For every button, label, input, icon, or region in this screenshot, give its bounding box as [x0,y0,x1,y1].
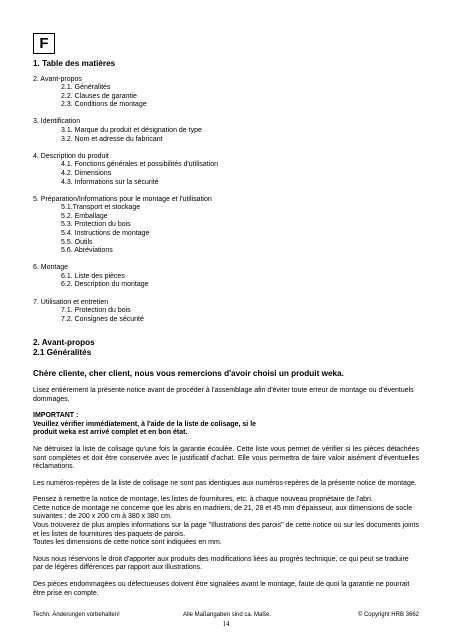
important-title: IMPORTANT : [33,412,79,420]
toc-item: 2.1. Généralités [61,84,111,92]
toc-section [33,153,419,187]
toc-section [33,299,419,325]
page-number: 14 [222,620,230,628]
toc-section [33,264,419,290]
lead-paragraph: Chère cliente, cher client, nous vous remercions d'avoir choisi un produit weka. [33,369,344,379]
footer-middle: Alle Maßangaben sind ca. Maße. [183,612,272,618]
modifications-paragraph: Nous nous réservons le droit d'apporter aux produits des modifications liées au progrès technique, ce qui peut se traduire par de légères différences par rapport aux illustrations. [33,555,409,572]
toc-item: 5.5. Outils [61,238,93,246]
toc-section-label: 2. Avant-propos [33,75,82,83]
toc-item: 4.3. Informations sur la sécurité [61,178,159,186]
toc-item: 5.4. Instructions de montage [61,230,150,237]
toc-item: 7.1. Protection du bois [61,307,131,315]
toc-section [33,196,419,256]
toc-item: 4.2. Dimensions [61,169,112,177]
subsection-title: 2.1 Généralités [33,348,92,358]
owner-info-line-4: Toutes les dimensions de cette notice sont indiquées en mm. [33,539,222,547]
toc-item: 5.6. Abréviations [61,247,113,255]
toc-item: 4.1. Fonctions générales et possibilités d'utilisation [61,161,218,169]
toc-item: 6.2. Description du montage [61,281,149,289]
toc-section-label: 5. Préparation/Informations pour le montage et l'utilisation [33,195,212,203]
toc-item: 6.1. Liste des pièces [61,272,125,280]
language-code-box: F [33,33,55,54]
toc-title: 1. Table des matières [33,59,116,68]
important-line-2: produit weka est arrivé complet et en bon état. [33,429,188,437]
section-title: 2. Avant-propos [33,338,95,348]
document-content [33,60,419,606]
toc-item: 3.2. Nom et adresse du fabricant [61,135,163,143]
toc-list [33,76,419,325]
toc-item: 2.2. Clauses de garantie [61,92,137,100]
footer-right: © Copyright HRB 3662 [357,612,419,618]
intro-paragraph: Lisez entièrement la présente notice avant de procéder à l'assemblage afin d'éviter toute erreur de montage ou d'éventuels dommages. [33,386,414,403]
reference-numbers-paragraph: Les numéros-repères de la liste de colisage ne sont pas identiques aux numéros-repères de la présente notice de montage. [33,479,417,487]
toc-section [33,118,419,144]
important-notice [33,412,419,438]
damaged-parts-paragraph: Des pièces endommagées ou défectueuses doivent être signalées avant le montage, faute de quoi la garantie ne pourrait être prise en compte. [33,581,410,597]
packing-list-paragraph: Ne détruisez la liste de colisage qu'une fois la garantie écoulée. Cette liste vous permet de vérifier si les pièces détachées sont complètes et doit être conservée avec le justificatif d'achat. Elle vous permettra de faire valoir aisément d'éventuelles réclamations. [33,445,419,471]
toc-section-label: 6. Montage [33,264,69,272]
toc-section [33,76,419,110]
footer-left: Techn. Änderungen vorbehalten! [33,612,120,618]
toc-section-label: 4. Description du produit [33,152,109,160]
important-line-1: Veuillez vérifier immédiatement, à l'aide de la liste de colisage, si le [33,420,257,428]
owner-info-line-2: Cette notice de montage ne concerne que les abris en madriers, de 21, 28 et 45 mm d'épaisseur, aux dimensions de socle suivantes : de 200 x 200 cm à 380 x 380 cm. [33,504,413,521]
toc-section-label: 7. Utilisation et entretien [33,298,109,306]
owner-info-paragraph [33,496,419,548]
toc-item: 7.2. Consignes de sécurité [61,315,144,323]
toc-item: 5.1.Transport et stockage [61,204,141,212]
owner-info-line-1: Pensez à remettre la notice de montage, les listes de fournitures, etc. à chaque nouveau propriétaire de l'abri. [33,496,373,504]
toc-item: 2.3. Conditions de montage [61,101,147,109]
toc-item: 5.3. Protection du bois [61,221,131,229]
owner-info-line-3: Vous trouverez de plus amples informations sur la page "Illustrations des parois" de cette notice ou sur les documents joints et les listes de fournitures des paquets de parois. [33,522,419,538]
toc-item: 5.2. Emballage [61,212,108,220]
toc-section-label: 3. Identification [33,118,81,126]
toc-item: 3.1. Marque du produit et désignation de type [61,127,202,135]
